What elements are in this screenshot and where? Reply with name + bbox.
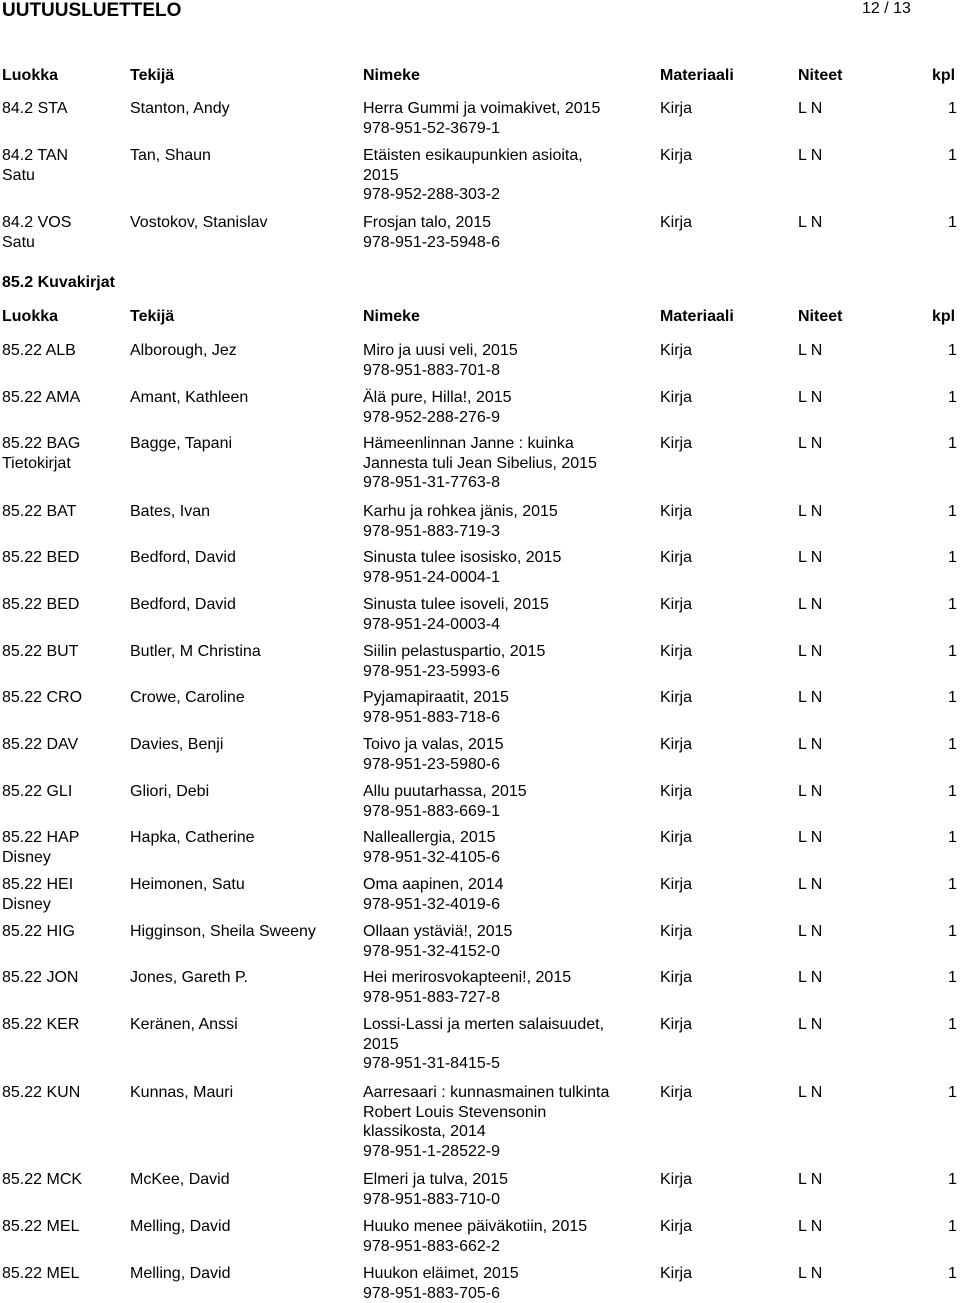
materiaali-cell: Kirja — [660, 1015, 692, 1035]
niteet-cell: L N — [798, 213, 822, 233]
tekija-cell: Higginson, Sheila Sweeny — [130, 922, 316, 942]
nimeke-cell-line: Hämeenlinnan Janne : kuinka — [363, 434, 597, 454]
niteet-cell: L N — [798, 99, 822, 119]
luokka-cell-line: 85.22 HEI — [2, 875, 73, 895]
luokka-cell — [2, 642, 78, 662]
luokka-cell-line: 84.2 STA — [2, 99, 68, 119]
kpl-cell: 1 — [948, 782, 957, 802]
nimeke-cell-line: Nalleallergia, 2015 — [363, 828, 500, 848]
luokka-cell — [2, 146, 68, 185]
niteet-cell: L N — [798, 1170, 822, 1190]
nimeke-cell — [363, 1083, 609, 1161]
luokka-cell — [2, 922, 75, 942]
nimeke-cell — [363, 502, 558, 541]
nimeke-cell-line: Älä pure, Hilla!, 2015 — [363, 388, 512, 408]
kpl-cell: 1 — [948, 1170, 957, 1190]
nimeke-cell-line: 978-952-288-303-2 — [363, 185, 583, 205]
luokka-cell — [2, 735, 78, 755]
luokka-cell-line: 85.22 CRO — [2, 688, 82, 708]
luokka-cell-line: 85.22 BUT — [2, 642, 78, 662]
materiaali-cell: Kirja — [660, 548, 692, 568]
col-niteet: Niteet — [798, 308, 842, 326]
nimeke-cell-line: Miro ja uusi veli, 2015 — [363, 341, 518, 361]
nimeke-cell-line: Hei merirosvokapteeni!, 2015 — [363, 968, 571, 988]
nimeke-cell — [363, 1264, 519, 1303]
nimeke-cell-line: 978-951-32-4105-6 — [363, 848, 500, 868]
materiaali-cell: Kirja — [660, 688, 692, 708]
nimeke-cell-line: 978-951-883-710-0 — [363, 1190, 508, 1210]
col-kpl: kpl — [932, 67, 955, 85]
materiaali-cell: Kirja — [660, 922, 692, 942]
materiaali-cell: Kirja — [660, 341, 692, 361]
niteet-cell: L N — [798, 502, 822, 522]
nimeke-cell — [363, 1170, 508, 1209]
luokka-cell-line: Tietokirjat — [2, 454, 80, 474]
col-materiaali: Materiaali — [660, 308, 734, 326]
tekija-cell: Jones, Gareth P. — [130, 968, 248, 988]
luokka-cell-line: 85.22 JON — [2, 968, 78, 988]
tekija-cell: Vostokov, Stanislav — [130, 213, 268, 233]
nimeke-cell — [363, 548, 561, 587]
luokka-cell-line: 85.22 ALB — [2, 341, 76, 361]
nimeke-cell — [363, 341, 518, 380]
nimeke-cell-line: 2015 — [363, 1035, 604, 1055]
kpl-cell: 1 — [948, 388, 957, 408]
luokka-cell-line: 85.22 HIG — [2, 922, 75, 942]
materiaali-cell: Kirja — [660, 388, 692, 408]
nimeke-cell — [363, 968, 571, 1007]
kpl-cell: 1 — [948, 875, 957, 895]
nimeke-cell-line: 978-951-883-701-8 — [363, 361, 518, 381]
luokka-cell — [2, 434, 80, 473]
niteet-cell: L N — [798, 968, 822, 988]
tekija-cell: Gliori, Debi — [130, 782, 209, 802]
niteet-cell: L N — [798, 875, 822, 895]
tekija-cell: Stanton, Andy — [130, 99, 230, 119]
niteet-cell: L N — [798, 1015, 822, 1035]
kpl-cell: 1 — [948, 968, 957, 988]
col-nimeke: Nimeke — [363, 67, 420, 85]
materiaali-cell: Kirja — [660, 595, 692, 615]
nimeke-cell — [363, 388, 512, 427]
nimeke-cell-line: Robert Louis Stevensonin — [363, 1103, 609, 1123]
nimeke-cell — [363, 875, 504, 914]
materiaali-cell: Kirja — [660, 968, 692, 988]
luokka-cell-line: 85.22 KUN — [2, 1083, 80, 1103]
niteet-cell: L N — [798, 922, 822, 942]
nimeke-cell-line: Oma aapinen, 2014 — [363, 875, 504, 895]
luokka-cell — [2, 828, 79, 867]
col-materiaali: Materiaali — [660, 67, 734, 85]
nimeke-cell-line: Lossi-Lassi ja merten salaisuudet, — [363, 1015, 604, 1035]
kpl-cell: 1 — [948, 213, 957, 233]
nimeke-cell-line: Siilin pelastuspartio, 2015 — [363, 642, 545, 662]
nimeke-cell-line: Sinusta tulee isoveli, 2015 — [363, 595, 549, 615]
nimeke-cell-line: 978-951-32-4152-0 — [363, 942, 512, 962]
nimeke-cell — [363, 146, 583, 205]
section-title: 85.2 Kuvakirjat — [2, 274, 115, 292]
nimeke-cell-line: Frosjan talo, 2015 — [363, 213, 500, 233]
nimeke-cell — [363, 595, 549, 634]
materiaali-cell: Kirja — [660, 1170, 692, 1190]
luokka-cell-line: 85.22 AMA — [2, 388, 80, 408]
nimeke-cell-line: Herra Gummi ja voimakivet, 2015 — [363, 99, 600, 119]
tekija-cell: Hapka, Catherine — [130, 828, 255, 848]
col-luokka: Luokka — [2, 308, 58, 326]
col-niteet: Niteet — [798, 67, 842, 85]
nimeke-cell-line: Pyjamapiraatit, 2015 — [363, 688, 509, 708]
tekija-cell: Bagge, Tapani — [130, 434, 232, 454]
nimeke-cell-line: 978-951-32-4019-6 — [363, 895, 504, 915]
luokka-cell — [2, 1217, 79, 1237]
nimeke-cell — [363, 1217, 587, 1256]
nimeke-cell — [363, 735, 504, 774]
materiaali-cell: Kirja — [660, 1217, 692, 1237]
nimeke-cell-line: 978-952-288-276-9 — [363, 408, 512, 428]
nimeke-cell-line: 978-951-883-719-3 — [363, 522, 558, 542]
kpl-cell: 1 — [948, 735, 957, 755]
nimeke-cell-line: 978-951-24-0004-1 — [363, 568, 561, 588]
kpl-cell: 1 — [948, 502, 957, 522]
nimeke-cell-line: Huuko menee päiväkotiin, 2015 — [363, 1217, 587, 1237]
kpl-cell: 1 — [948, 595, 957, 615]
nimeke-cell — [363, 688, 509, 727]
materiaali-cell: Kirja — [660, 502, 692, 522]
luokka-cell — [2, 688, 82, 708]
col-tekija: Tekijä — [130, 308, 174, 326]
kpl-cell: 1 — [948, 1217, 957, 1237]
tekija-cell: Keränen, Anssi — [130, 1015, 238, 1035]
luokka-cell-line: 85.22 MEL — [2, 1264, 79, 1284]
luokka-cell — [2, 213, 71, 252]
nimeke-cell-line: Sinusta tulee isosisko, 2015 — [363, 548, 561, 568]
kpl-cell: 1 — [948, 341, 957, 361]
materiaali-cell: Kirja — [660, 875, 692, 895]
luokka-cell-line: Satu — [2, 166, 68, 186]
luokka-cell — [2, 502, 76, 522]
niteet-cell: L N — [798, 434, 822, 454]
tekija-cell: Crowe, Caroline — [130, 688, 245, 708]
nimeke-cell — [363, 922, 512, 961]
luokka-cell-line: 85.22 DAV — [2, 735, 78, 755]
luokka-cell-line: 84.2 TAN — [2, 146, 68, 166]
nimeke-cell-line: klassikosta, 2014 — [363, 1122, 609, 1142]
materiaali-cell: Kirja — [660, 828, 692, 848]
nimeke-cell — [363, 434, 597, 493]
tekija-cell: Bedford, David — [130, 548, 236, 568]
materiaali-cell: Kirja — [660, 1264, 692, 1284]
nimeke-cell-line: 978-951-23-5980-6 — [363, 755, 504, 775]
materiaali-cell: Kirja — [660, 782, 692, 802]
tekija-cell: Amant, Kathleen — [130, 388, 248, 408]
luokka-cell-line: 85.22 MEL — [2, 1217, 79, 1237]
luokka-cell-line: 85.22 HAP — [2, 828, 79, 848]
luokka-cell — [2, 782, 72, 802]
nimeke-cell-line: Elmeri ja tulva, 2015 — [363, 1170, 508, 1190]
column-header-1 — [0, 67, 960, 87]
luokka-cell — [2, 875, 73, 914]
nimeke-cell — [363, 642, 545, 681]
luokka-cell-line: 85.22 MCK — [2, 1170, 82, 1190]
col-nimeke: Nimeke — [363, 308, 420, 326]
niteet-cell: L N — [798, 1083, 822, 1103]
nimeke-cell-line: 978-951-883-669-1 — [363, 802, 527, 822]
tekija-cell: Melling, David — [130, 1264, 230, 1284]
niteet-cell: L N — [798, 595, 822, 615]
materiaali-cell: Kirja — [660, 735, 692, 755]
nimeke-cell-line: 978-951-31-8415-5 — [363, 1054, 604, 1074]
niteet-cell: L N — [798, 548, 822, 568]
luokka-cell — [2, 1083, 80, 1103]
nimeke-cell — [363, 828, 500, 867]
niteet-cell: L N — [798, 642, 822, 662]
nimeke-cell-line: 978-951-23-5993-6 — [363, 662, 545, 682]
tekija-cell: Bedford, David — [130, 595, 236, 615]
nimeke-cell-line: Huukon eläimet, 2015 — [363, 1264, 519, 1284]
nimeke-cell-line: Toivo ja valas, 2015 — [363, 735, 504, 755]
luokka-cell-line: 85.22 KER — [2, 1015, 79, 1035]
nimeke-cell-line: Etäisten esikaupunkien asioita, — [363, 146, 583, 166]
luokka-cell — [2, 99, 68, 119]
nimeke-cell — [363, 213, 500, 252]
nimeke-cell-line: 978-951-883-662-2 — [363, 1237, 587, 1257]
luokka-cell — [2, 548, 79, 568]
niteet-cell: L N — [798, 782, 822, 802]
tekija-cell: Alborough, Jez — [130, 341, 237, 361]
nimeke-cell — [363, 1015, 604, 1074]
tekija-cell: Butler, M Christina — [130, 642, 261, 662]
luokka-cell-line: 85.22 BAG — [2, 434, 80, 454]
tekija-cell: Tan, Shaun — [130, 146, 211, 166]
niteet-cell: L N — [798, 688, 822, 708]
kpl-cell: 1 — [948, 548, 957, 568]
luokka-cell — [2, 595, 79, 615]
luokka-cell — [2, 1170, 82, 1190]
kpl-cell: 1 — [948, 1264, 957, 1284]
kpl-cell: 1 — [948, 434, 957, 454]
tekija-cell: Melling, David — [130, 1217, 230, 1237]
page-number: 12 / 13 — [862, 0, 911, 18]
niteet-cell: L N — [798, 388, 822, 408]
luokka-cell-line: Satu — [2, 233, 71, 253]
luokka-cell-line: Disney — [2, 895, 73, 915]
nimeke-cell-line: Allu puutarhassa, 2015 — [363, 782, 527, 802]
nimeke-cell-line: 978-951-883-718-6 — [363, 708, 509, 728]
niteet-cell: L N — [798, 146, 822, 166]
tekija-cell: McKee, David — [130, 1170, 230, 1190]
column-header-2 — [0, 308, 960, 328]
kpl-cell: 1 — [948, 1083, 957, 1103]
niteet-cell: L N — [798, 1264, 822, 1284]
niteet-cell: L N — [798, 1217, 822, 1237]
nimeke-cell — [363, 782, 527, 821]
luokka-cell — [2, 388, 80, 408]
kpl-cell: 1 — [948, 922, 957, 942]
materiaali-cell: Kirja — [660, 146, 692, 166]
kpl-cell: 1 — [948, 688, 957, 708]
kpl-cell: 1 — [948, 828, 957, 848]
luokka-cell — [2, 341, 76, 361]
luokka-cell-line: Disney — [2, 848, 79, 868]
materiaali-cell: Kirja — [660, 1083, 692, 1103]
page-title: UUTUUSLUETTELO — [2, 0, 181, 22]
niteet-cell: L N — [798, 341, 822, 361]
niteet-cell: L N — [798, 735, 822, 755]
luokka-cell-line: 85.22 BED — [2, 595, 79, 615]
nimeke-cell-line: 978-951-1-28522-9 — [363, 1142, 609, 1162]
nimeke-cell-line: 978-951-31-7763-8 — [363, 473, 597, 493]
col-kpl: kpl — [932, 308, 955, 326]
tekija-cell: Heimonen, Satu — [130, 875, 245, 895]
luokka-cell-line: 85.22 GLI — [2, 782, 72, 802]
nimeke-cell-line: 978-951-23-5948-6 — [363, 233, 500, 253]
nimeke-cell-line: Aarresaari : kunnasmainen tulkinta — [363, 1083, 609, 1103]
tekija-cell: Kunnas, Mauri — [130, 1083, 233, 1103]
col-tekija: Tekijä — [130, 67, 174, 85]
tekija-cell: Davies, Benji — [130, 735, 223, 755]
materiaali-cell: Kirja — [660, 642, 692, 662]
nimeke-cell-line: 978-951-24-0003-4 — [363, 615, 549, 635]
kpl-cell: 1 — [948, 146, 957, 166]
luokka-cell — [2, 968, 78, 988]
kpl-cell: 1 — [948, 1015, 957, 1035]
nimeke-cell-line: 2015 — [363, 166, 583, 186]
kpl-cell: 1 — [948, 99, 957, 119]
materiaali-cell: Kirja — [660, 434, 692, 454]
luokka-cell-line: 85.22 BAT — [2, 502, 76, 522]
nimeke-cell-line: Karhu ja rohkea jänis, 2015 — [363, 502, 558, 522]
materiaali-cell: Kirja — [660, 99, 692, 119]
materiaali-cell: Kirja — [660, 213, 692, 233]
kpl-cell: 1 — [948, 642, 957, 662]
luokka-cell-line: 84.2 VOS — [2, 213, 71, 233]
nimeke-cell-line: 978-951-883-727-8 — [363, 988, 571, 1008]
tekija-cell: Bates, Ivan — [130, 502, 210, 522]
nimeke-cell-line: 978-951-52-3679-1 — [363, 119, 600, 139]
niteet-cell: L N — [798, 828, 822, 848]
luokka-cell — [2, 1264, 79, 1284]
nimeke-cell — [363, 99, 600, 138]
nimeke-cell-line: Ollaan ystäviä!, 2015 — [363, 922, 512, 942]
luokka-cell-line: 85.22 BED — [2, 548, 79, 568]
nimeke-cell-line: 978-951-883-705-6 — [363, 1284, 519, 1303]
nimeke-cell-line: Jannesta tuli Jean Sibelius, 2015 — [363, 454, 597, 474]
luokka-cell — [2, 1015, 79, 1035]
col-luokka: Luokka — [2, 67, 58, 85]
